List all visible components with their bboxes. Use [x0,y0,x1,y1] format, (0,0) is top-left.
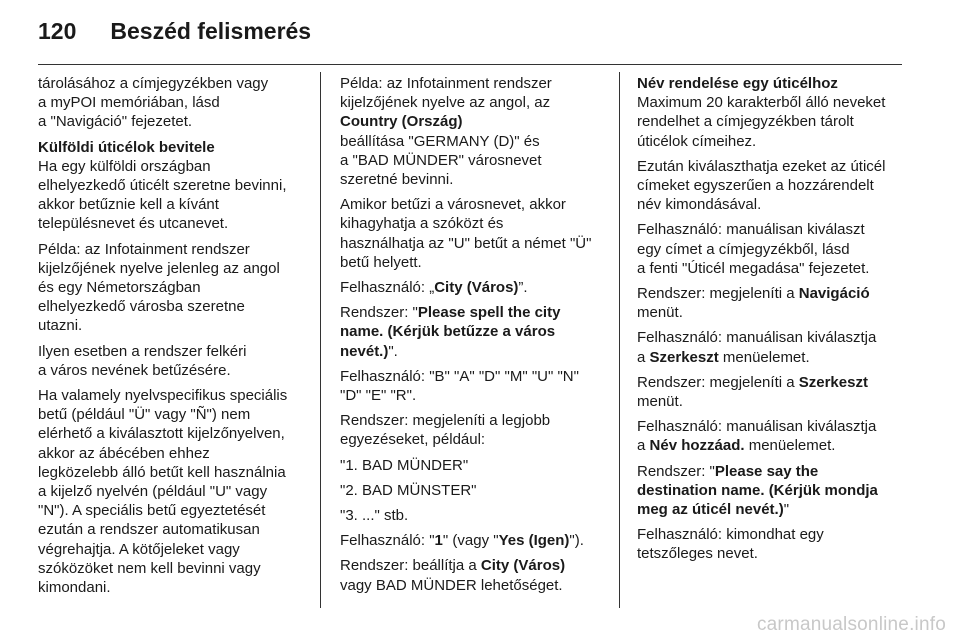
paragraph: Rendszer: beállítja a City (Város) vagy BAD MÜNDER lehetőséget. [340,557,566,594]
paragraph: Rendszer: megjeleníti a legjobb egyezéseket, például: [340,412,551,449]
column-3 [637,74,907,570]
column-2 [340,74,612,601]
paragraph: "3. ..." stb. [340,507,409,525]
section-heading: Név rendelése egy úticélhoz [637,75,838,92]
paragraph: Felhasználó: manuálisan kiválasztja a Szerkeszt menüelemet. [637,329,877,366]
paragraph: Ilyen esetben a rendszer felkéri a város nevének betűzésére. [38,342,247,379]
paragraph: Rendszer: megjeleníti a Navigáció menüt. [637,285,870,322]
watermark: carmanualsonline.info [756,614,946,635]
column-divider-2 [619,72,620,608]
paragraph: Példa: az Infotainment rendszer kijelzőjének nyelve az angol, az Country (Ország) beállítása "GERMANY (D)" és a "BAD MÜNDER" városnevet szeretné bevinni. [340,75,552,189]
paragraph: Felhasználó: kimondhat egy tetszőleges nevet. [637,526,824,563]
paragraph: Amikor betűzi a városnevet, akkor kihagyhatja a szóközt és használhatja az "U" betűt a német "Ü" betű helyett. [340,196,592,271]
paragraph: Ha valamely nyelvspecifikus speciális betű (például "Ü" vagy "Ñ") nem elérhető a kiválasztott kijelzőnyelven, akkor az ábécében ehhez legközelebb álló betűt kell használnia a kijelző nyelvén (például "U" vagy "N"). A speciális betű egyeztetését ezután a rendszer automatikusan végrehajtja. A kötőjeleket vagy szóközöket nem kell bevinni vagy kimondani. [38,387,288,597]
paragraph: Maximum 20 karakterből álló neveket rendelhet a címjegyzékben tárolt úticélok címeihez. [637,94,886,150]
paragraph: Felhasználó: manuálisan kiválasztja a Név hozzáad. menüelemet. [637,418,877,455]
section-heading: Külföldi úticélok bevitele [38,138,215,156]
page-title: Beszéd felismerés [110,18,312,44]
paragraph: Felhasználó: "B" "A" "D" "M" "U" "N" "D" "E" "R". [340,367,579,405]
paragraph: Rendszer: megjeleníti a Szerkeszt menüt. [637,373,868,411]
paragraph: Ezután kiválaszthatja ezeket az úticél címeket egyszerűen a hozzárendelt név kimondásával. [637,157,886,214]
paragraph: "1. BAD MÜNDER" [340,456,469,474]
column-divider-1 [320,72,321,608]
paragraph: Felhasználó: manuálisan kiválaszt egy címet a címjegyzékből, lásd a fenti "Úticél megadása" fejezetet. [637,221,870,277]
paragraph: Rendszer: "Please spell the city name. (Kérjük betűzze a város nevét.)". [340,304,561,360]
paragraph: Rendszer: "Please say the destination name. (Kérjük mondja meg az úticél nevét.)" [637,462,878,519]
paragraph: Felhasználó: „City (Város)”. [340,279,528,297]
paragraph: Ha egy külföldi országban elhelyezkedő úticélt szeretne bevinni, akkor betűznie kell a kívánt településnevet és utcanevet. [38,157,287,233]
page-header [38,18,311,52]
paragraph: "2. BAD MÜNSTER" [340,481,477,499]
paragraph: Felhasználó: "1" (vagy "Yes (Igen)"). [340,532,584,550]
column-1 [38,74,310,603]
paragraph: tárolásához a címjegyzékben vagy a myPOI memóriában, lásd a "Navigáció" fejezetet. [38,75,269,131]
header-rule [38,64,902,65]
paragraph: Példa: az Infotainment rendszer kijelzőjének nyelve jelenleg az angol és egy Németországban elhelyezkedő városba szeretne utazni. [38,240,280,335]
page-number: 120 [38,18,77,44]
